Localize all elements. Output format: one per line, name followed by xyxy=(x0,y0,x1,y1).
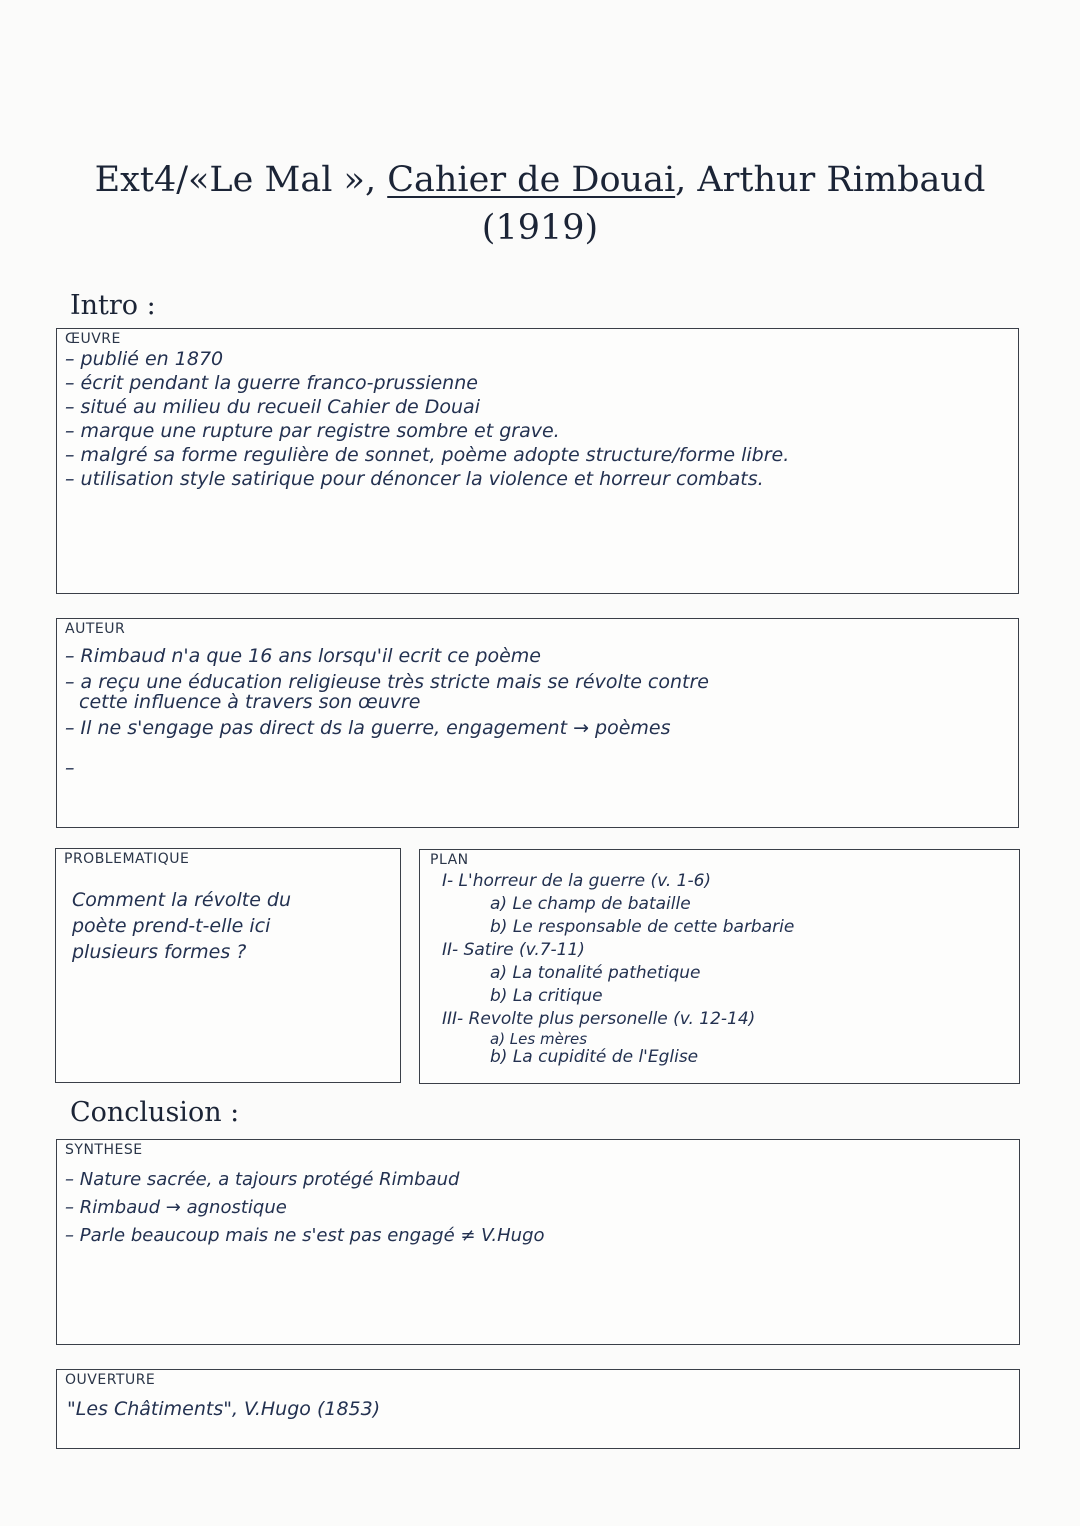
plan-part: I- L'horreur de la guerre (v. 1-6) xyxy=(442,871,712,891)
auteur-box xyxy=(56,618,1019,828)
oeuvre-line: – écrit pendant la guerre franco-prussienne xyxy=(65,371,789,395)
ouverture-label: OUVERTURE xyxy=(65,1372,156,1388)
auteur-list xyxy=(65,643,709,781)
plan-subpart: b) La critique xyxy=(490,986,603,1006)
plan-subpart: a) Le champ de bataille xyxy=(490,894,691,914)
oeuvre-box xyxy=(56,328,1019,594)
plan-part: II- Satire (v.7-11) xyxy=(442,940,585,960)
synthese-label: SYNTHESE xyxy=(65,1142,143,1158)
plan-label: PLAN xyxy=(430,852,469,868)
plan-subpart: a) La tonalité pathetique xyxy=(490,963,701,983)
plan-part: III- Revolte plus personelle (v. 12-14) xyxy=(442,1009,756,1029)
page-title xyxy=(0,156,1080,252)
conclusion-heading: Conclusion : xyxy=(70,1097,240,1128)
oeuvre-line: – marque une rupture par registre sombre et grave. xyxy=(65,419,789,443)
auteur-line: – Rimbaud n'a que 16 ans lorsqu'il ecrit ce poème xyxy=(65,643,709,669)
plan-list xyxy=(442,870,794,1067)
title-line-1 xyxy=(0,156,1080,204)
problematique-line: poète prend-t-elle ici xyxy=(72,915,271,937)
oeuvre-line: – utilisation style satirique pour dénoncer la violence et horreur combats. xyxy=(65,467,789,491)
auteur-label: AUTEUR xyxy=(65,621,126,637)
problematique-line: Comment la révolte du xyxy=(72,889,292,911)
plan-box xyxy=(419,849,1020,1084)
synthese-list xyxy=(65,1166,545,1250)
problematique-list xyxy=(72,887,291,965)
oeuvre-label: ŒUVRE xyxy=(65,331,121,347)
auteur-line: cette influence à travers son œuvre xyxy=(79,691,421,713)
oeuvre-line: – malgré sa forme regulière de sonnet, poème adopte structure/forme libre. xyxy=(65,443,789,467)
synthese-line: – Nature sacrée, a tajours protégé Rimbaud xyxy=(65,1166,545,1194)
problematique-label: PROBLEMATIQUE xyxy=(64,851,190,867)
ouverture-box xyxy=(56,1369,1020,1449)
auteur-line: – Il ne s'engage pas direct ds la guerre, engagement → poèmes xyxy=(65,715,709,741)
intro-heading: Intro : xyxy=(70,290,156,321)
synthese-box xyxy=(56,1139,1020,1345)
auteur-line: – a reçu une éducation religieuse très stricte mais se révolte contre xyxy=(65,669,709,695)
auteur-line-empty xyxy=(65,755,709,781)
oeuvre-list xyxy=(65,347,789,491)
plan-subpart: b) La cupidité de l'Eglise xyxy=(490,1047,699,1067)
plan-subpart: a) Les mères xyxy=(490,1030,588,1048)
synthese-line: – Parle beaucoup mais ne s'est pas engagé ≠ V.Hugo xyxy=(65,1222,545,1250)
problematique-line: plusieurs formes ? xyxy=(72,941,247,963)
synthese-line: – Rimbaud → agnostique xyxy=(65,1194,545,1222)
plan-subpart: b) Le responsable de cette barbarie xyxy=(490,917,795,937)
title-suffix: , Arthur Rimbaud xyxy=(675,160,986,200)
title-year: (1919) xyxy=(481,208,599,248)
ouverture-text: "Les Châtiments", V.Hugo (1853) xyxy=(67,1398,381,1420)
title-prefix: Ext4/«Le Mal », xyxy=(94,160,388,200)
oeuvre-line: – publié en 1870 xyxy=(65,347,789,371)
title-underlined-work: Cahier de Douai xyxy=(387,160,676,200)
oeuvre-line: – situé au milieu du recueil Cahier de Douai xyxy=(65,395,789,419)
problematique-box xyxy=(55,848,401,1083)
